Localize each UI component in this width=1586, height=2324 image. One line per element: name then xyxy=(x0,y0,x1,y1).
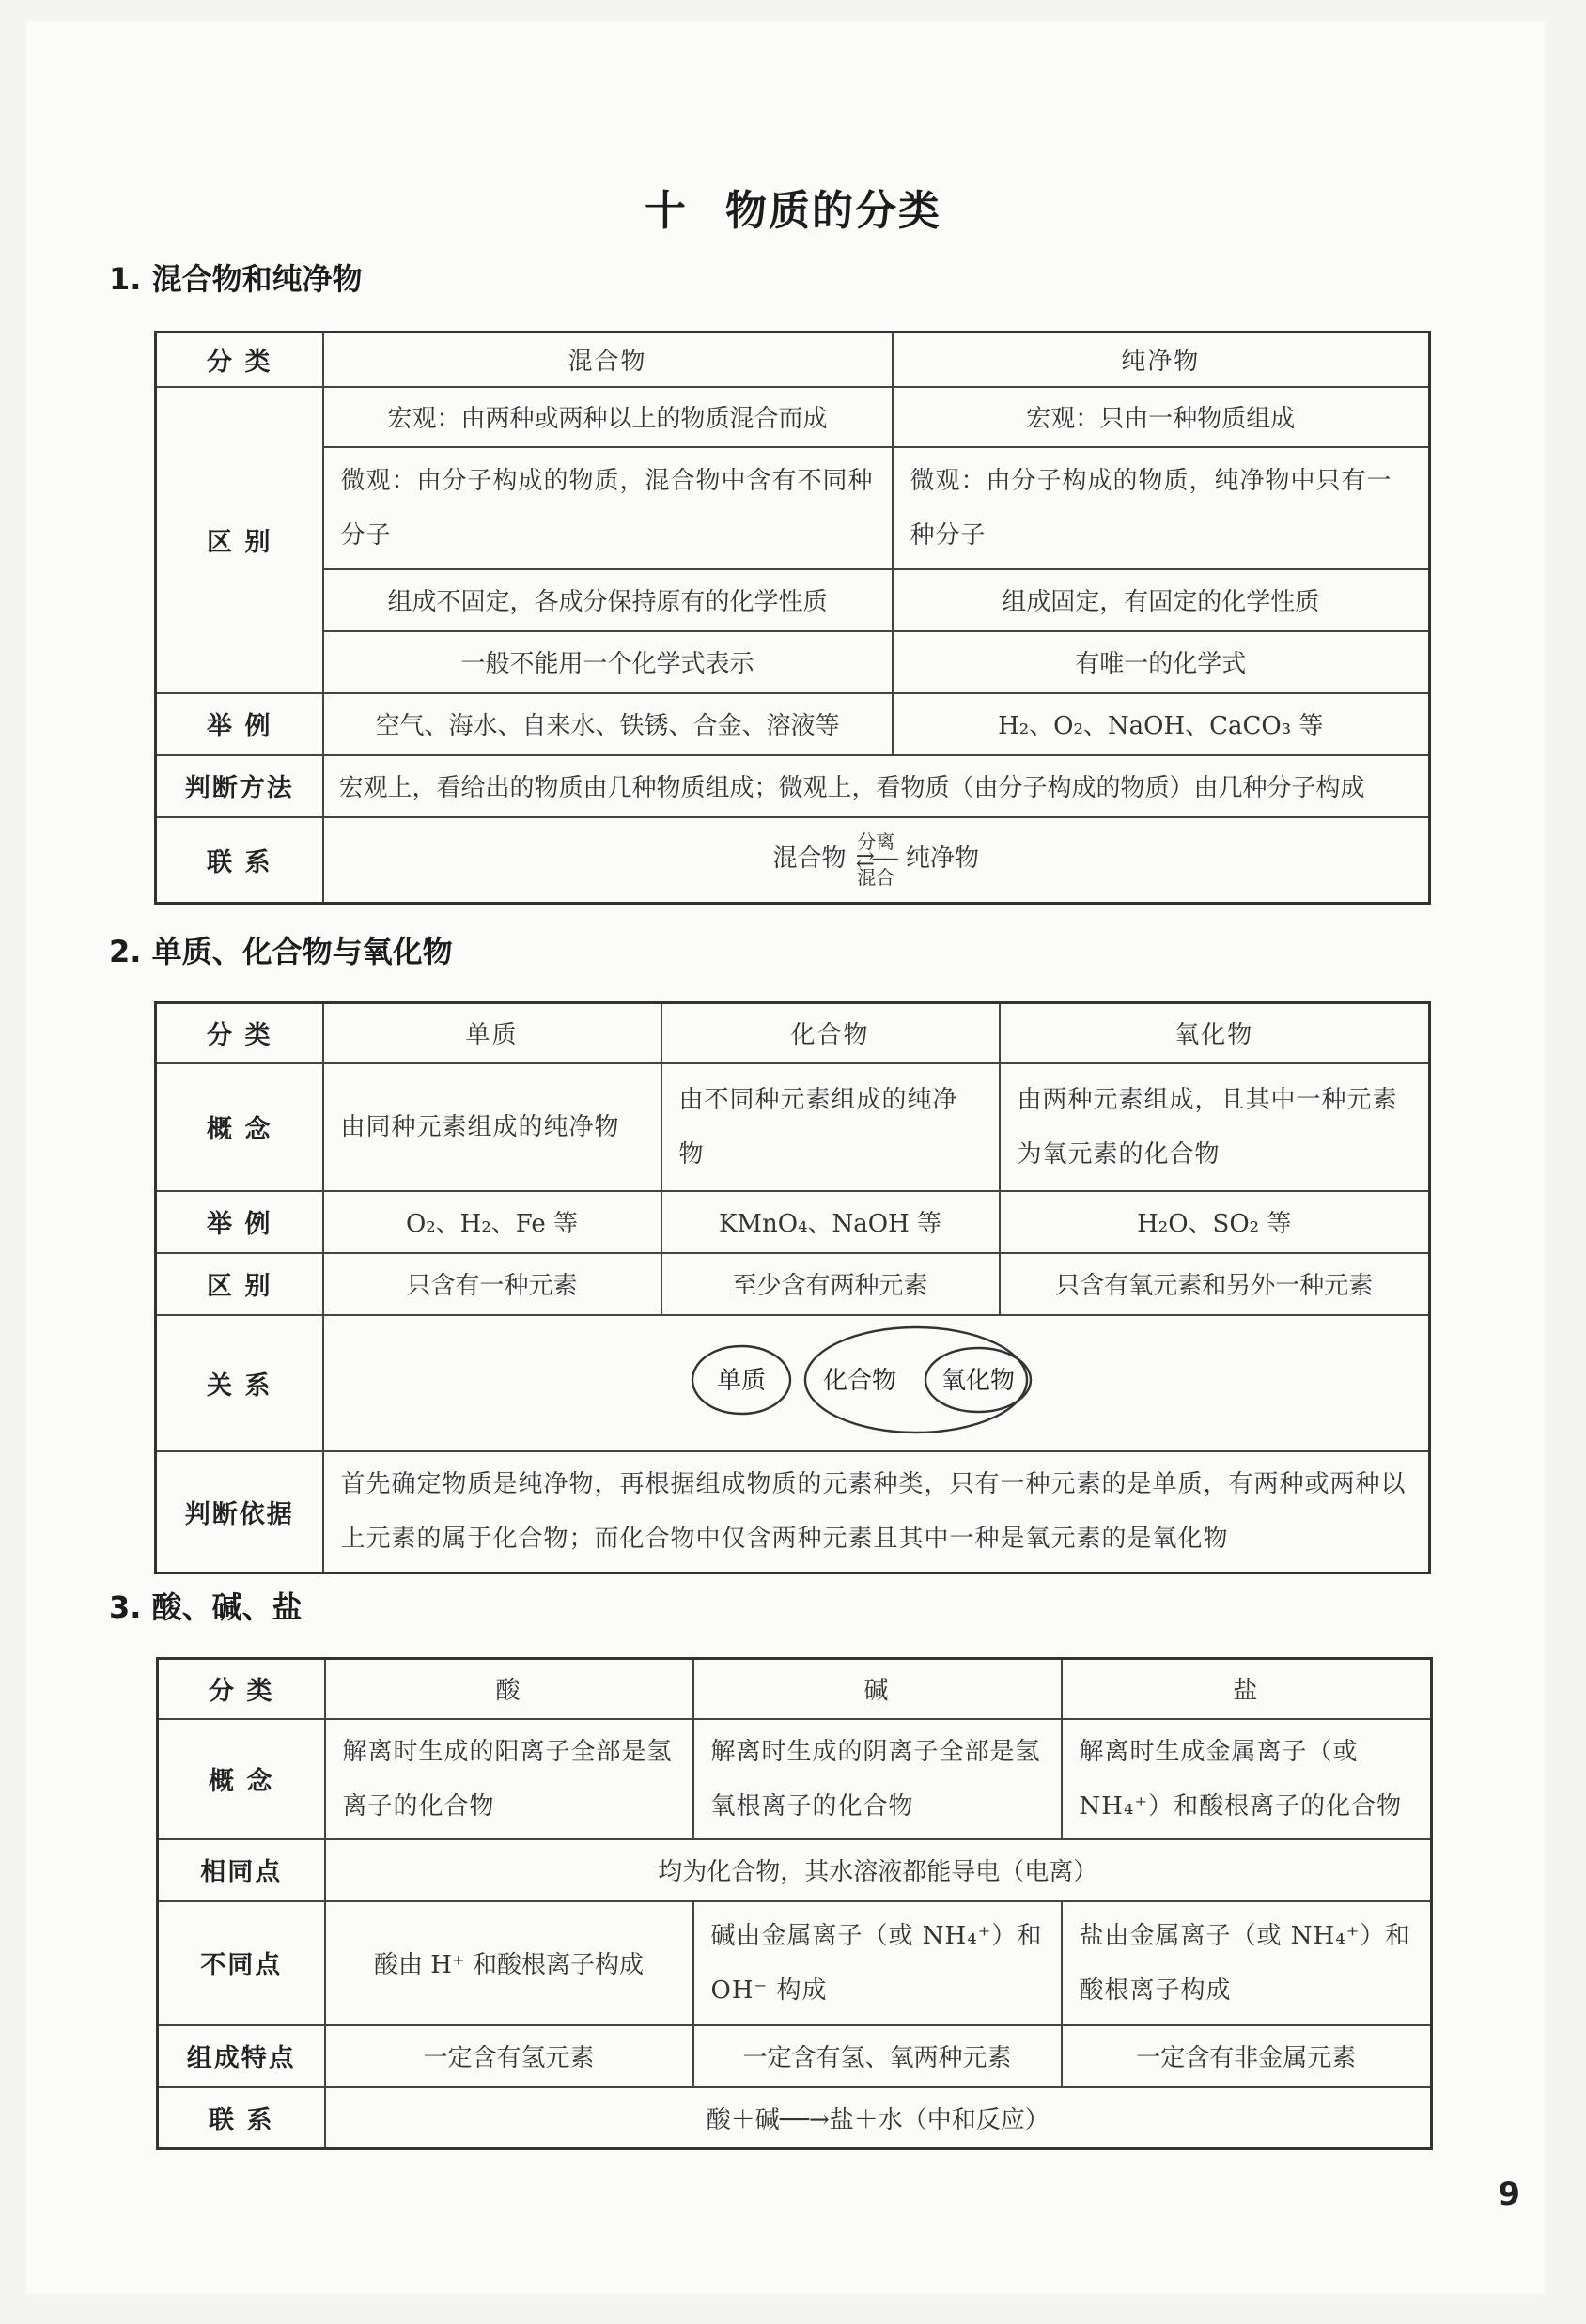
concept-label: 概 念 xyxy=(156,1063,323,1191)
comp-acid: 一定含有氢元素 xyxy=(325,2025,693,2087)
header-category: 分 类 xyxy=(156,333,323,387)
diff-acid: 酸由 H⁺ 和酸根离子构成 xyxy=(325,1901,693,2025)
diff-mix-4: 一般不能用一个化学式表示 xyxy=(323,631,893,693)
relation-diagram-cell xyxy=(323,1315,1430,1451)
section-3-heading: 3. 酸、碱、盐 xyxy=(109,1589,303,1625)
diff-mix-1: 宏观：由两种或两种以上的物质混合而成 xyxy=(323,387,893,447)
oxide-label: 氧化物 xyxy=(941,1366,1015,1395)
comp-base: 一定含有氢、氧两种元素 xyxy=(693,2025,1062,2087)
relation-right: 纯净物 xyxy=(906,844,980,874)
diff-label: 区 别 xyxy=(156,1253,323,1315)
comp-label: 组成特点 xyxy=(158,2025,325,2087)
acid-base-salt-table xyxy=(156,1657,1433,2150)
header-compound: 化合物 xyxy=(661,1003,1000,1063)
concept-oxide: 由两种元素组成，且其中一种元素为氧元素的化合物 xyxy=(1000,1063,1430,1191)
example-mix: 空气、海水、自来水、铁锈、合金、溶液等 xyxy=(323,693,893,755)
concept-element: 由同种元素组成的纯净物 xyxy=(323,1063,661,1191)
venn-diagram xyxy=(324,1316,1431,1444)
header-element: 单质 xyxy=(323,1003,661,1063)
diff-salt: 盐由金属离子（或 NH₄⁺）和酸根离子构成 xyxy=(1062,1901,1432,2025)
relation-label: 联 系 xyxy=(158,2087,325,2149)
diff-pure-2: 微观：由分子构成的物质，纯净物中只有一种分子 xyxy=(893,447,1430,569)
comp-salt: 一定含有非金属元素 xyxy=(1062,2025,1432,2087)
basis-text: 首先确定物质是纯净物，再根据组成物质的元素种类，只有一种元素的是单质，有两种或两种以上元素的属于化合物；而化合物中仅含两种元素且其中一种是氧元素的是氧化物 xyxy=(323,1451,1430,1573)
element-label: 单质 xyxy=(716,1366,766,1395)
relation-cell xyxy=(323,817,1430,904)
header-category: 分 类 xyxy=(156,1003,323,1063)
diff-pure-3: 组成固定，有固定的化学性质 xyxy=(893,569,1430,631)
diff-element: 只含有一种元素 xyxy=(323,1253,661,1315)
diff-mix-2: 微观：由分子构成的物质，混合物中含有不同种分子 xyxy=(323,447,893,569)
header-category: 分 类 xyxy=(158,1659,325,1719)
concept-compound: 由不同种元素组成的纯净物 xyxy=(661,1063,1000,1191)
diff-pure-1: 宏观：只由一种物质组成 xyxy=(893,387,1430,447)
header-mixture: 混合物 xyxy=(323,333,893,387)
example-label: 举 例 xyxy=(156,693,323,755)
page-number: 9 xyxy=(1498,2176,1520,2213)
arrow-top-label: 分离 xyxy=(857,830,895,854)
diff-label: 区 别 xyxy=(156,387,323,693)
basis-label: 判断依据 xyxy=(156,1451,323,1573)
relation-text: 酸＋碱──→盐＋水（中和反应） xyxy=(325,2087,1432,2149)
concept-salt: 解离时生成金属离子（或NH₄⁺）和酸根离子的化合物 xyxy=(1062,1719,1432,1839)
concept-label: 概 念 xyxy=(158,1719,325,1839)
section-2-heading: 2. 单质、化合物与氧化物 xyxy=(109,934,453,969)
section-1-heading: 1. 混合物和纯净物 xyxy=(109,261,363,297)
header-pure: 纯净物 xyxy=(893,333,1430,387)
relation-label: 联 系 xyxy=(156,817,323,904)
concept-base: 解离时生成的阴离子全部是氢氧根离子的化合物 xyxy=(693,1719,1062,1839)
header-oxide: 氧化物 xyxy=(1000,1003,1430,1063)
diff-base: 碱由金属离子（或 NH₄⁺）和 OH⁻ 构成 xyxy=(693,1901,1062,2025)
relation-left: 混合物 xyxy=(772,844,847,874)
example-label: 举 例 xyxy=(156,1191,323,1253)
header-salt: 盐 xyxy=(1062,1659,1432,1719)
diff-label: 不同点 xyxy=(158,1901,325,2025)
mixture-pure-table xyxy=(154,331,1431,905)
double-arrow xyxy=(856,830,896,889)
arrow-bottom-label: 混合 xyxy=(857,866,895,890)
arrow-icon: ⇄── xyxy=(855,846,896,874)
relation-label: 关 系 xyxy=(156,1315,323,1451)
same-label: 相同点 xyxy=(158,1839,325,1901)
page-title: 十 物质的分类 xyxy=(645,187,941,235)
same-text: 均为化合物，其水溶液都能导电（电离） xyxy=(325,1839,1432,1901)
example-pure: H₂、O₂、NaOH、CaCO₃ 等 xyxy=(893,693,1430,755)
diff-oxide: 只含有氧元素和另外一种元素 xyxy=(1000,1253,1430,1315)
example-compound: KMnO₄、NaOH 等 xyxy=(661,1191,1000,1253)
judge-label: 判断方法 xyxy=(156,755,323,817)
example-oxide: H₂O、SO₂ 等 xyxy=(1000,1191,1430,1253)
element-compound-table xyxy=(154,1001,1431,1574)
diff-pure-4: 有唯一的化学式 xyxy=(893,631,1430,693)
example-element: O₂、H₂、Fe 等 xyxy=(323,1191,661,1253)
judge-method: 宏观上，看给出的物质由几种物质组成；微观上，看物质（由分子构成的物质）由几种分子构成 xyxy=(323,755,1430,817)
header-acid: 酸 xyxy=(325,1659,693,1719)
header-base: 碱 xyxy=(693,1659,1062,1719)
compound-label: 化合物 xyxy=(822,1366,896,1395)
diff-mix-3: 组成不固定，各成分保持原有的化学性质 xyxy=(323,569,893,631)
diff-compound: 至少含有两种元素 xyxy=(661,1253,1000,1315)
concept-acid: 解离时生成的阳离子全部是氢离子的化合物 xyxy=(325,1719,693,1839)
